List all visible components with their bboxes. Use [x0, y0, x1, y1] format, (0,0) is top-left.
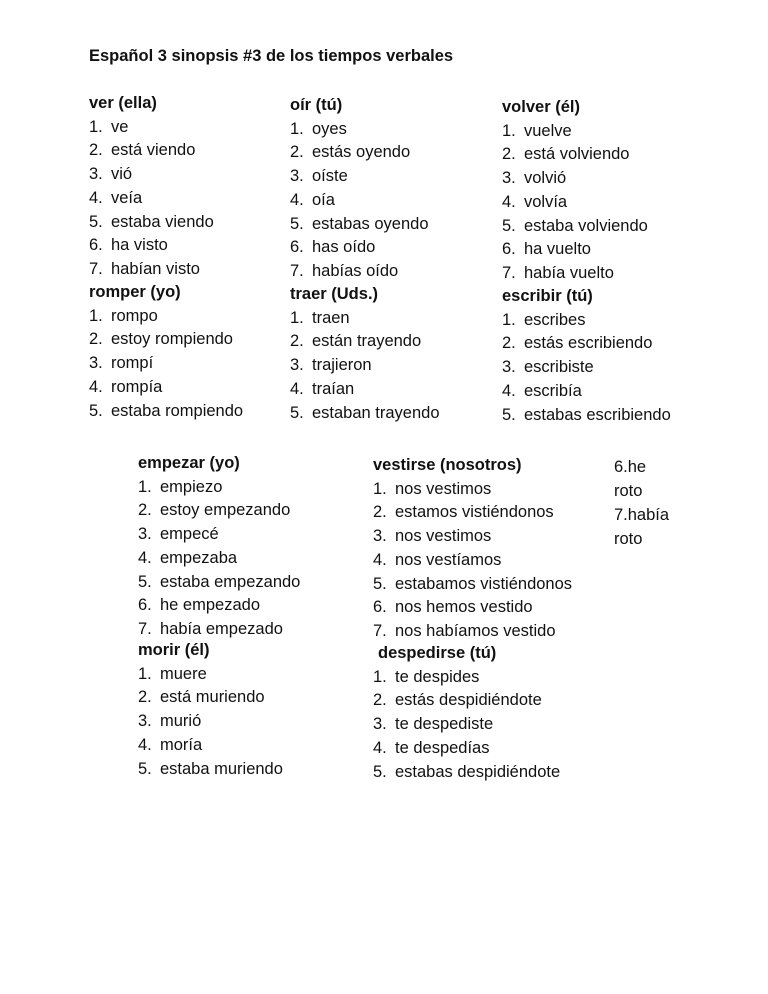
conjugation-item: 1. nos vestimos — [373, 479, 492, 498]
conjugation-item: 2. estás oyendo — [290, 143, 411, 162]
verb-heading: traer (Uds.) — [290, 285, 379, 303]
conjugation-item: 1. te despides — [373, 667, 480, 686]
conjugation-item: 7. había empezado — [138, 619, 283, 638]
conjugation-item: 5. estaba viendo — [89, 212, 214, 231]
conjugation-item: 3. nos vestimos — [373, 527, 492, 546]
conjugation-item: 5. estaba volviendo — [502, 216, 648, 235]
conjugation-item: 4. moría — [138, 735, 203, 754]
verb-block-volver — [502, 96, 648, 286]
conjugation-item: 5. estabas escribiendo — [502, 405, 671, 424]
conjugation-item: 2. está volviendo — [502, 145, 630, 164]
conjugation-item: 2. estás escribiendo — [502, 334, 653, 353]
conjugation-item: 7. nos habíamos vestido — [373, 621, 556, 640]
conjugation-item: 3. rompí — [89, 354, 154, 373]
side-note-line: 6.he — [614, 458, 647, 476]
verb-heading: empezar (yo) — [138, 454, 240, 472]
verb-heading: romper (yo) — [89, 283, 181, 301]
conjugation-item: 7. habías oído — [290, 261, 399, 280]
conjugation-item: 1. traen — [290, 308, 350, 327]
conjugation-item: 5. estaba empezando — [138, 572, 301, 591]
conjugation-item: 2. estoy empezando — [138, 501, 291, 520]
conjugation-item: 3. volvió — [502, 169, 567, 188]
conjugation-item: 3. escribiste — [502, 358, 594, 377]
conjugation-item: 6. he empezado — [138, 596, 260, 615]
conjugation-item: 2. está muriendo — [138, 688, 265, 707]
conjugation-item: 2. están trayendo — [290, 332, 422, 351]
verb-block-ver — [89, 92, 214, 282]
side-note — [614, 455, 669, 551]
verb-heading: ver (ella) — [89, 94, 157, 112]
verb-block-despedirse — [373, 642, 560, 784]
conjugation-item: 4. te despedías — [373, 738, 490, 757]
conjugation-item: 3. te despediste — [373, 715, 494, 734]
conjugation-item: 7. había vuelto — [502, 263, 614, 282]
conjugation-item: 1. muere — [138, 664, 207, 683]
verb-block-oir — [290, 94, 429, 284]
verb-block-traer — [290, 283, 440, 425]
conjugation-item: 4. volvía — [502, 192, 568, 211]
conjugation-item: 3. oíste — [290, 167, 348, 186]
verb-block-romper — [89, 281, 243, 423]
conjugation-item: 2. está viendo — [89, 141, 196, 160]
conjugation-item: 3. vió — [89, 165, 133, 184]
conjugation-item: 1. ve — [89, 117, 129, 136]
conjugation-item: 4. nos vestíamos — [373, 550, 502, 569]
conjugation-item: 1. rompo — [89, 306, 158, 325]
conjugation-item: 5. estaban trayendo — [290, 403, 440, 422]
conjugation-item: 5. estaba rompiendo — [89, 401, 244, 420]
conjugation-item: 4. oía — [290, 190, 335, 209]
conjugation-item: 4. traían — [290, 379, 355, 398]
verb-block-empezar — [138, 452, 300, 642]
conjugation-item: 1. empiezo — [138, 477, 223, 496]
conjugation-item: 1. vuelve — [502, 121, 572, 140]
conjugation-item: 4. empezaba — [138, 548, 238, 567]
verb-block-escribir — [502, 285, 671, 427]
verb-heading: despedirse (tú) — [378, 644, 497, 662]
verb-block-vestirse — [373, 454, 572, 644]
document-title: Español 3 sinopsis #3 de los tiempos verbales — [89, 47, 454, 65]
verb-heading: vestirse (nosotros) — [373, 456, 522, 474]
conjugation-item: 5. estabas oyendo — [290, 214, 429, 233]
conjugation-item: 2. estás despidiéndote — [373, 691, 542, 710]
verb-heading: oír (tú) — [290, 96, 343, 114]
verb-heading: volver (él) — [502, 98, 580, 116]
conjugation-item: 6. has oído — [290, 238, 376, 257]
conjugation-item: 3. trajieron — [290, 356, 372, 375]
conjugation-item: 6. ha visto — [89, 236, 168, 255]
verb-heading: escribir (tú) — [502, 287, 593, 305]
conjugation-item: 4. rompía — [89, 377, 163, 396]
conjugation-item: 6. ha vuelto — [502, 240, 591, 259]
side-note-line: roto — [614, 482, 643, 500]
conjugation-item: 2. estamos vistiéndonos — [373, 503, 554, 522]
conjugation-item: 3. murió — [138, 712, 202, 731]
conjugation-item: 4. escribía — [502, 381, 582, 400]
conjugation-item: 1. escribes — [502, 310, 586, 329]
conjugation-item: 5. estabas despidiéndote — [373, 762, 561, 781]
conjugation-item: 7. habían visto — [89, 259, 200, 278]
conjugation-item: 3. empecé — [138, 525, 219, 544]
conjugation-item: 1. oyes — [290, 119, 347, 138]
conjugation-item: 5. estabamos vistiéndonos — [373, 574, 573, 593]
conjugation-item: 6. nos hemos vestido — [373, 598, 533, 617]
verb-heading: morir (él) — [138, 641, 210, 659]
verb-block-morir — [138, 639, 283, 781]
side-note-line: roto — [614, 530, 643, 548]
conjugation-item: 2. estoy rompiendo — [89, 330, 233, 349]
conjugation-item: 4. veía — [89, 188, 143, 207]
side-note-line: 7.había — [614, 506, 670, 524]
conjugation-item: 5. estaba muriendo — [138, 759, 283, 778]
